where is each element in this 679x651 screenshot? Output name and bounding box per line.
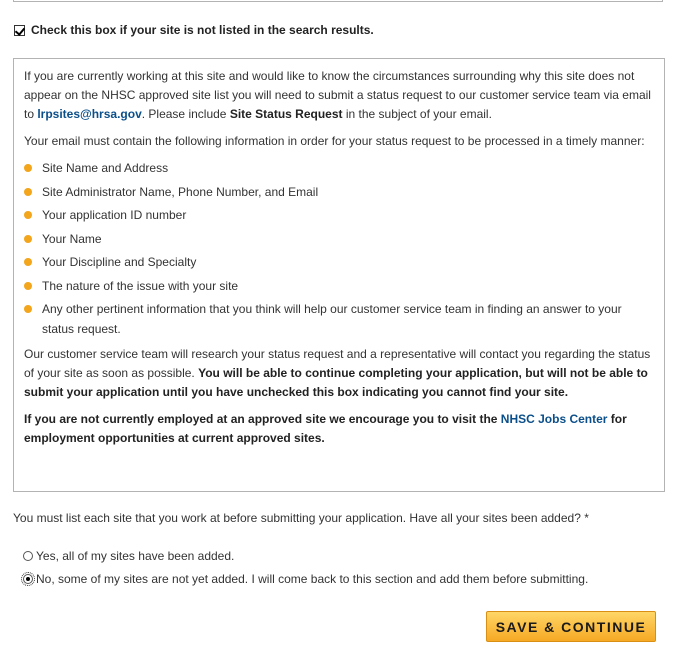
radio-no-label: No, some of my sites are not yet added. I will come back to this section and add them before submitting. [36,572,589,586]
list-item [24,230,654,250]
bullet-icon [24,188,32,196]
jobs-center-paragraph [24,410,654,448]
save-continue-button[interactable]: SAVE & CONTINUE [486,611,656,642]
email-requirements-paragraph: Your email must contain the following information in order for your status request to be processed in a timely manner: [24,134,645,148]
list-item [24,253,654,273]
radio-option-no[interactable] [23,572,588,586]
list-item [24,300,654,339]
list-item-text: Any other pertinent information that you think will help our customer service team in finding an answer to your status request. [42,302,622,336]
requirements-list [24,159,654,339]
list-item-text: Your Name [42,231,102,246]
jobs-center-link[interactable]: NHSC Jobs Center [500,412,608,426]
list-item-text: Site Administrator Name, Phone Number, and Email [42,184,319,199]
site-status-info-panel [13,58,665,492]
paragraph-text: If you are currently working at this site and would like to know the circumstances surrounding why this site does not appear on the NHSC approved site list you will need to submit a status request to our customer service team via email to [24,69,651,121]
list-item-text: Site Name and Address [42,161,169,175]
bullet-icon [24,211,32,219]
status-request-paragraph [24,67,654,124]
radio-no[interactable] [23,574,33,584]
list-item-text: Your application ID number [42,208,187,222]
list-item-text: Your Discipline and Specialty [42,255,197,269]
submission-warning: You will be able to continue completing your application, but will not be able to submit your application until you have unchecked this box indicating you cannot find your site. [24,366,648,399]
previous-panel-border [13,0,663,2]
bullet-icon [24,258,32,266]
list-item [24,206,654,226]
email-link[interactable]: lrpsites@hrsa.gov [37,107,142,121]
radio-option-yes[interactable] [23,549,234,563]
list-item [24,183,654,203]
list-item [24,159,654,179]
subject-emphasis: Site Status Request [229,107,343,121]
list-item [24,277,654,297]
paragraph-text: . Please include [141,107,230,121]
list-item-text: The nature of the issue with your site [42,278,239,293]
radio-yes[interactable] [23,551,33,561]
bullet-icon [24,282,32,290]
paragraph-text: in the subject of your email. [342,107,492,121]
site-not-listed-checkbox[interactable] [14,25,25,36]
research-paragraph [24,345,654,402]
bullet-icon [24,235,32,243]
site-not-listed-row [14,22,374,38]
paragraph-text: for employment opportunities at current approved sites. [24,412,627,445]
paragraph-text: If you are not currently employed at an approved site we encourage you to visit the [24,412,501,426]
radio-yes-label: Yes, all of my sites have been added. [36,549,235,563]
bullet-icon [24,305,32,313]
site-not-listed-label: Check this box if your site is not listed in the search results. [31,23,374,37]
sites-added-question: You must list each site that you work at before submitting your application. Have all your sites been added? * [13,511,589,525]
paragraph-text: Our customer service team will research your status request and a representative will contact you regarding the status of your site as soon as possible. [24,347,651,380]
bullet-icon [24,164,32,172]
